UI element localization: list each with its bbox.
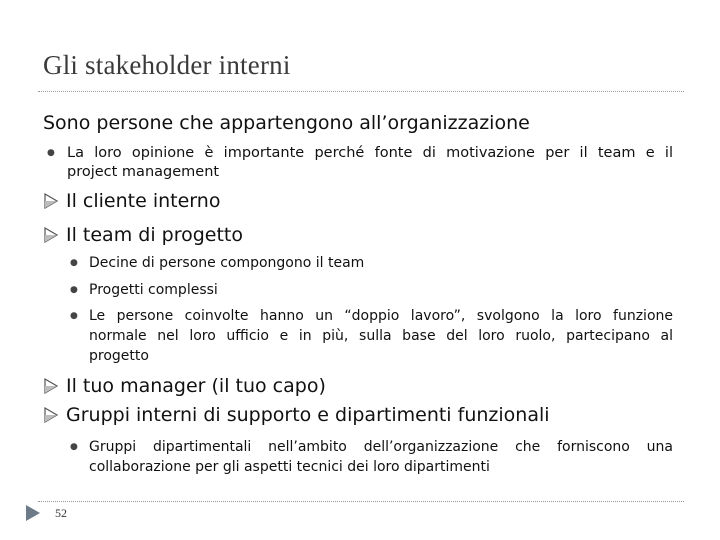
page-number: 52	[55, 506, 67, 520]
team-bullet-3-line-3: progetto	[89, 348, 149, 364]
bullet-dot-icon: ●	[70, 311, 78, 321]
page-marker-icon	[26, 505, 40, 521]
bullet-dot-icon: ●	[70, 442, 78, 452]
bullet-dot-icon: ●	[70, 285, 78, 295]
arrow-bullet-icon	[44, 193, 58, 209]
title-divider	[38, 91, 684, 92]
team-bullet-3-line-2: normale nel loro ufficio e in più, sulla base del loro ruolo, partecipano al	[89, 328, 673, 344]
bullet-dot-icon: ●	[47, 148, 55, 158]
arrow-item-gruppi-interni: Gruppi interni di supporto e dipartimenti funzionali	[66, 404, 550, 426]
slide-title: Gli stakeholder interni	[43, 50, 291, 80]
team-bullet-2: Progetti complessi	[89, 282, 218, 298]
arrow-bullet-icon	[44, 227, 58, 243]
groups-bullet-line-1: Gruppi dipartimentali nell’ambito dell’organizzazione che forniscono una	[89, 439, 673, 455]
arrow-item-manager: Il tuo manager (il tuo capo)	[66, 375, 326, 397]
bullet-dot-icon: ●	[70, 258, 78, 268]
arrow-bullet-icon	[44, 407, 58, 423]
groups-bullet-line-2: collaborazione per gli aspetti tecnici dei loro dipartimenti	[89, 459, 490, 475]
team-bullet-1: Decine di persone compongono il team	[89, 255, 365, 271]
team-bullet-3-line-1: Le persone coinvolte hanno un “doppio lavoro”, svolgono la loro funzione	[89, 308, 673, 324]
arrow-bullet-icon	[44, 378, 58, 394]
heading: Sono persone che appartengono all’organizzazione	[43, 112, 530, 134]
heading-bullet-line-1: La loro opinione è importante perché fonte di motivazione per il team e il	[67, 145, 673, 161]
heading-bullet-line-2: project management	[67, 164, 220, 180]
footer-divider	[38, 501, 684, 502]
arrow-item-cliente-interno: Il cliente interno	[66, 190, 221, 212]
arrow-item-team-progetto: Il team di progetto	[66, 224, 243, 246]
